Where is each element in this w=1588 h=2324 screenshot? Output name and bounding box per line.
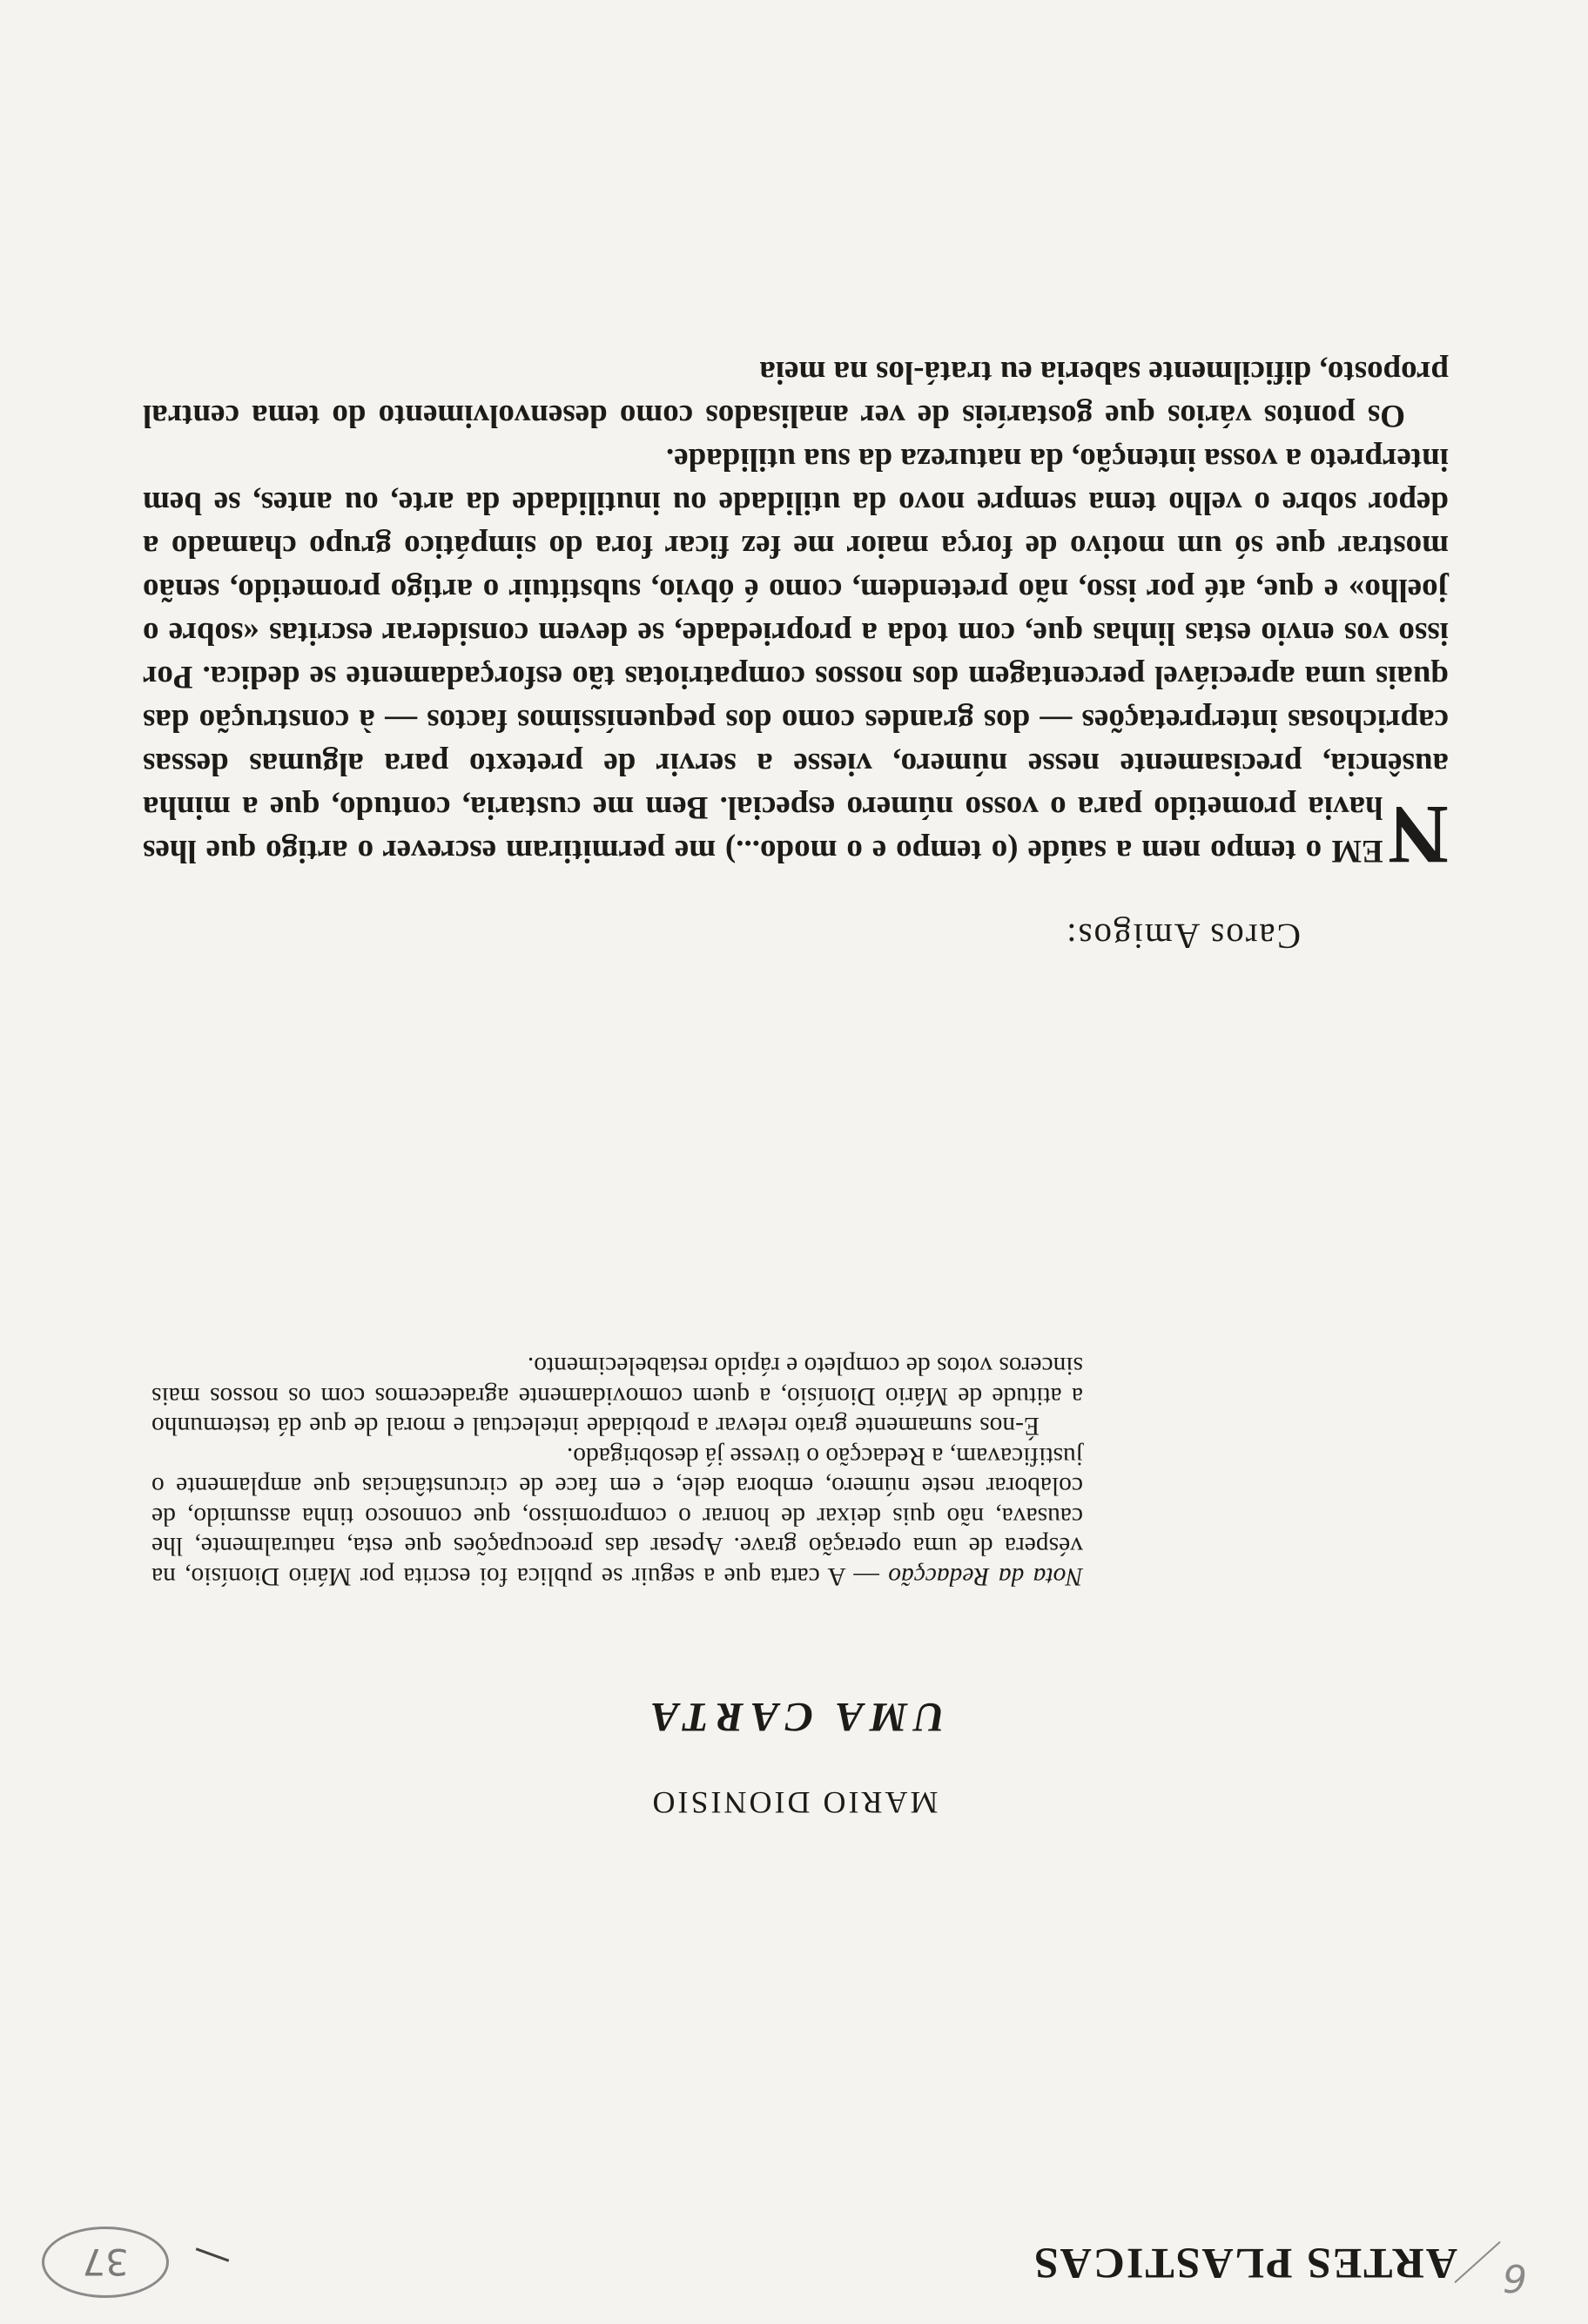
note-intro-text: — A carta que a seguir se publica foi escrita por Mário Dionísio, na véspera de uma operação grave. Apesar das preocupações que esta, naturalmente, lhe causava, não quis deixar de honrar o compromisso, que connosco tinha assumido, de colaborar neste número, embora dele, e em face de circunstâncias que amplamente o justificavam, a Redacção o tivesse já desobrigado. [151,1442,1083,1590]
editorial-note [151,1351,1083,1591]
section-title: ARTES PLASTICAS [1032,2240,1457,2288]
page-header [0,2167,1588,2324]
handwritten-slash [1454,2241,1500,2283]
letter-paragraph-1 [143,437,1449,882]
circled-number-stamp [42,2227,169,2298]
article-author: MARIO DIONISIO [649,1785,939,1820]
letter-body [143,350,1449,882]
note-paragraph-2: É-nos sumamente grato relevar a probidade intelectual e moral de que dá testemunho a atitude de Mário Dionísio, a quem comovidamente agradecemos com os nossos mais sinceros votos de completo e rápido restabelecimento. [151,1352,1083,1441]
letter-paragraph-2: Os pontos vários que gostaríeis de ver analisados como desenvolvimento do tema central proposto, dificilmente saberia eu tratá-los na meia [143,354,1449,433]
handwritten-page-mark: 6 [1503,2255,1527,2300]
letter-salutation: Caros Amigos: [1065,917,1301,957]
note-paragraph-1 [151,1441,1083,1592]
pencil-tick-mark [196,2247,230,2262]
drop-cap: N [1388,789,1449,882]
note-label: Nota da Redacção [888,1562,1083,1590]
letter-paragraph-1-text: EM o tempo nem a saúde (o tempo e o modo...) me permitiram escrever o artigo que lhes havia prometido para o vosso número especial. Bem me custaria, contudo, que a minha ausência, precisamente nesse número, viesse a servir de pretexto para algumas dessas caprichosas interpretações — dos grandes como dos pequeníssimos factos — à construção das quais uma apreciável percentagem dos nossos compatriotas tão esforçadamente se dedica. Por isso vos envio estas linhas que, com toda a propriedade, se devem considerar escritas «sobre o joelho» e que, até por isso, não pretendem, como é óbvio, substituir o artigo prometido, senão mostrar que só um motivo de força maior me fez ficar fora do simpático grupo chamado a depor sobre o velho tema sempre novo da utilidade ou inutilidade da arte, ou antes, se bem interpreto a vossa intenção, da natureza da sua utilidade. [143,441,1449,869]
article-title: UMA CARTA [643,1694,945,1740]
stamp-number: 37 [82,2240,129,2284]
